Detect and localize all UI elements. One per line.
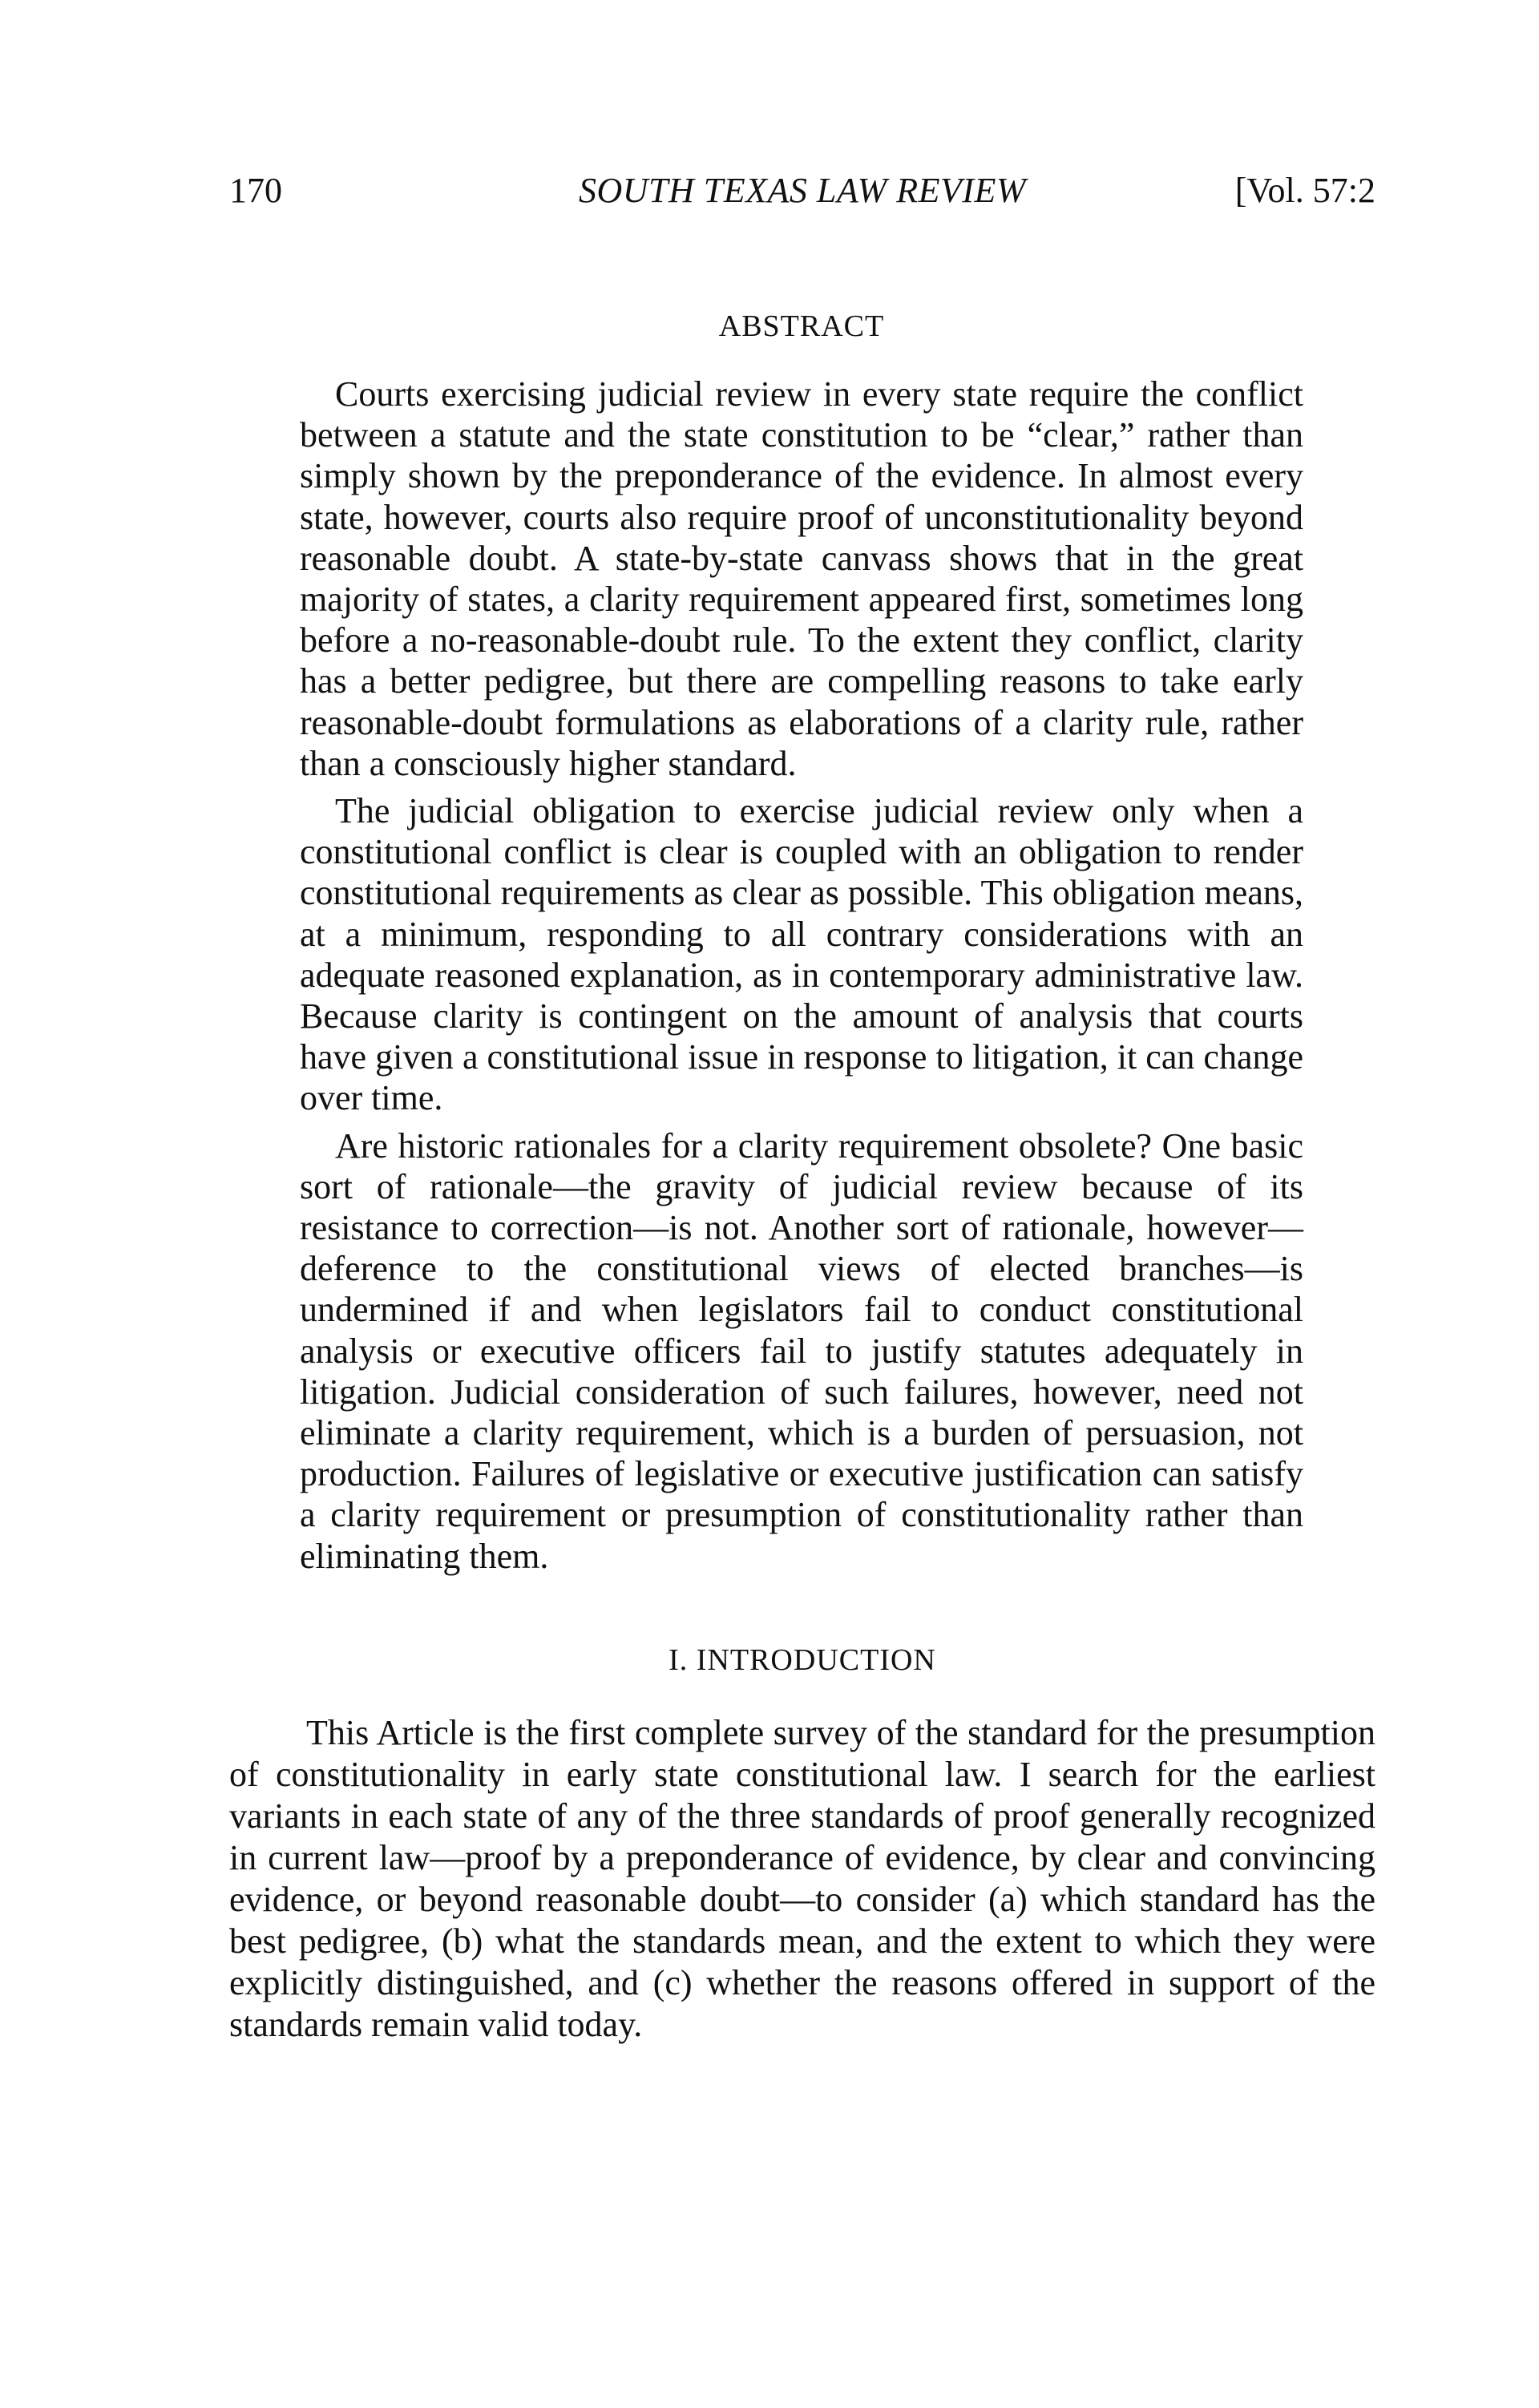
introduction-section [229, 1640, 1375, 2046]
abstract-paragraph-1: Courts exercising judicial review in every state require the conflict between a statute and the state constitution to be “clear,” rather than simply shown by the preponderance of the evidence. In almost every state, however, courts also require proof of unconstitutionality beyond reasonable doubt. A state-by-state canvass shows that in the great majority of states, a clarity requirement appeared first, sometimes long before a no-reasonable-doubt rule. To the extent they conflict, clarity has a better pedigree, but there are compelling reasons to take early reasonable-doubt formulations as elaborations of a clarity rule, rather than a consciously higher standard. [300, 374, 1303, 783]
volume-label: [Vol. 57:2 [1234, 171, 1375, 210]
abstract-section [300, 306, 1303, 1577]
abstract-paragraph-2: The judicial obligation to exercise judicial review only when a constitutional conflict is clear is coupled with an obligation to render constitutional requirements as clear as possible. This obligation means, at a minimum, responding to all contrary considerations with an adequate reasoned explanation, as in contemporary administrative law. Because clarity is contingent on the amount of analysis that courts have given a constitutional issue in response to litigation, it can change over time. [300, 791, 1303, 1118]
journal-title: SOUTH TEXAS LAW REVIEW [578, 171, 1027, 210]
page-number: 170 [229, 171, 282, 210]
abstract-paragraph-3: Are historic rationales for a clarity requirement obsolete? One basic sort of rationale—the gravity of judicial review because of its resistance to correction—is not. Another sort of rationale, however—deference to the constitutional views of elected branches—is undermined if and when legislators fail to conduct constitutional analysis or executive officers fail to justify statutes adequately in litigation. Judicial consideration of such failures, however, need not eliminate a clarity requirement, which is a burden of persuasion, not production. Failures of legislative or executive justification can satisfy a clarity requirement or presumption of constitutionality rather than eliminating them. [300, 1125, 1303, 1576]
abstract-heading: ABSTRACT [718, 309, 885, 343]
introduction-paragraph: This Article is the first complete survey of the standard for the presumption of constitutionality in early state constitutional law. I search for the earliest variants in each state of any of the three standards of proof generally recognized in current law—proof by a preponderance of evidence, by clear and convincing evidence, or beyond reasonable doubt—to consider (a) which standard has the best pedigree, (b) what the standards mean, and the extent to which they were explicitly distinguished, and (c) whether the reasons offered in support of the standards remain valid today. [229, 1713, 1375, 2044]
running-head [229, 167, 1375, 215]
introduction-heading: I. INTRODUCTION [669, 1643, 936, 1677]
